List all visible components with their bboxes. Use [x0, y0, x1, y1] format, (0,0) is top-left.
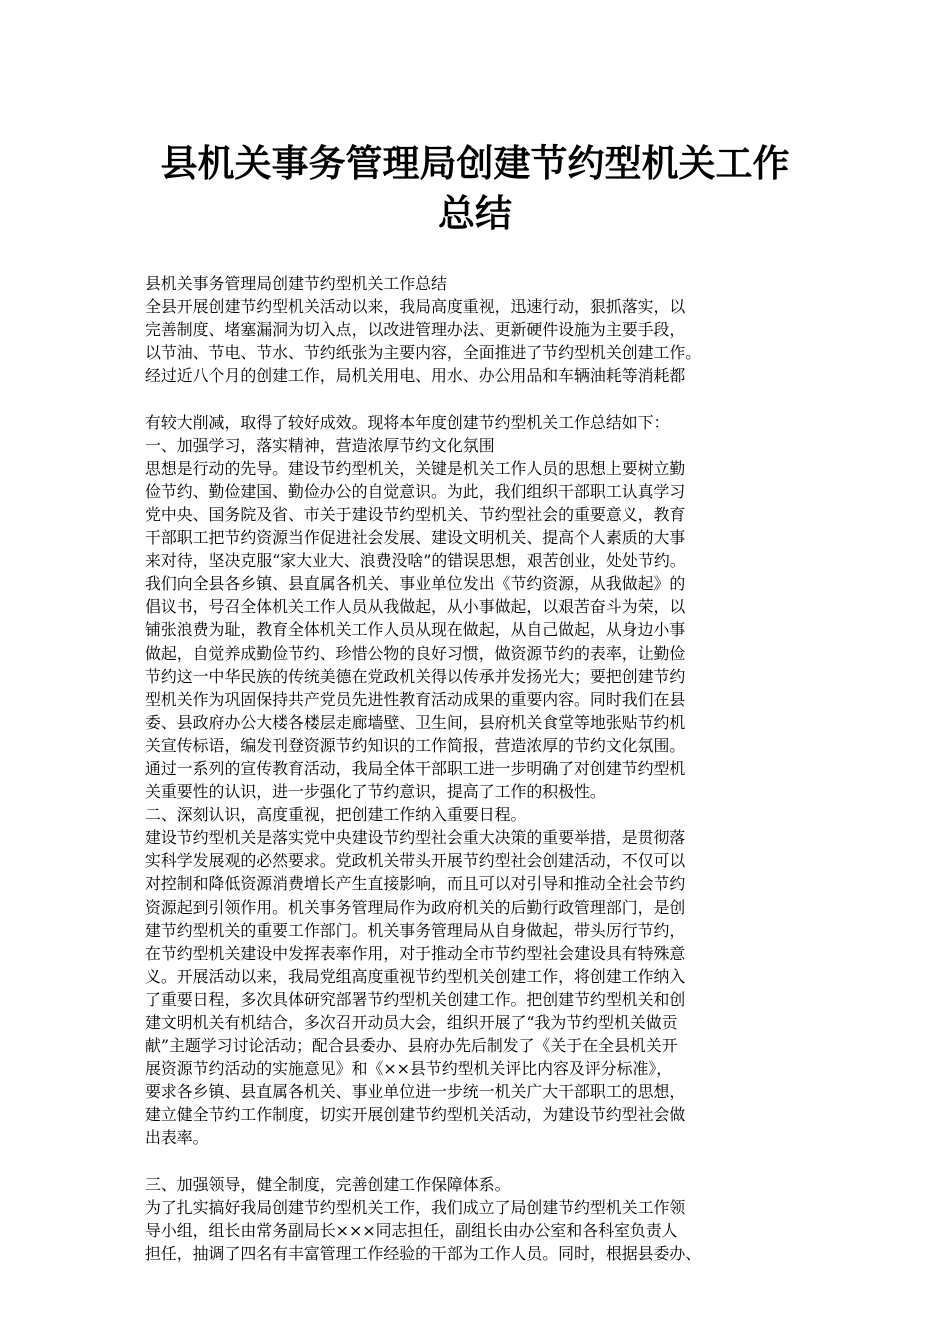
- text-line: 为了扎实搞好我局创建节约型机关工作，我们成立了局创建节约型机关工作领: [145, 1197, 686, 1217]
- text-line: 铺张浪费为耻，教育全体机关工作人员从现在做起，从自己做起，从身边小事: [145, 620, 686, 640]
- text-line: 实科学发展观的必然要求。党政机关带头开展节约型社会创建活动，不仅可以: [145, 851, 686, 871]
- blank-line: [145, 387, 805, 410]
- document-title-line-1: 县机关事务管理局创建节约型机关工作: [160, 141, 790, 185]
- text-line: 全县开展创建节约型机关活动以来，我局高度重视，迅速行动，狠抓落实，以: [145, 297, 686, 317]
- text-line: 关重要性的认识，进一步强化了节约意识，提高了工作的积极性。: [145, 782, 606, 802]
- text-line: 建设节约型机关是落实党中央建设节约型社会重大决策的重要举措，是贯彻落: [145, 828, 686, 848]
- text-line: 经过近八个月的创建工作，局机关用电、用水、办公用品和车辆油耗等消耗都: [145, 366, 686, 386]
- text-line: 担任，抽调了四名有丰富管理工作经验的干部为工作人员。同时，根据县委办、: [145, 1243, 702, 1263]
- text-line: 对控制和降低资源消费增长产生直接影响，而且可以对引导和推动全社会节约: [145, 874, 686, 894]
- blank-line: [145, 1150, 805, 1173]
- text-line: 通过一系列的宣传教育活动，我局全体干部职工进一步明确了对创建节约型机: [145, 758, 686, 778]
- text-line: 资源起到引领作用。机关事务管理局作为政府机关的后勤行政管理部门，是创: [145, 897, 686, 917]
- text-line: 建立健全节约工作制度，切实开展创建节约型机关活动，为建设节约型社会做: [145, 1105, 686, 1125]
- text-line: 一、加强学习，落实精神，营造浓厚节约文化氛围: [145, 435, 495, 455]
- text-line: 关宣传标语，编发刊登资源节约知识的工作简报，营造浓厚的节约文化氛围。: [145, 735, 686, 755]
- text-line: 俭节约、勤俭建国、勤俭办公的自觉意识。为此，我们组织干部职工认真学习: [145, 481, 686, 501]
- text-line: 型机关作为巩固保持共产党员先进性教育活动成果的重要内容。同时我们在县: [145, 689, 686, 709]
- text-line: 节约这一中华民族的传统美德在党政机关得以传承并发扬光大；要把创建节约: [145, 666, 686, 686]
- text-line: 义。开展活动以来，我局党组高度重视节约型机关创建工作，将创建工作纳入: [145, 966, 686, 986]
- text-line: 我们向全县各乡镇、县直属各机关、事业单位发出《节约资源，从我做起》的: [145, 574, 686, 594]
- document-title-line-2: 总结: [438, 191, 512, 235]
- text-line: 干部职工把节约资源当作促进社会发展、建设文明机关、提高个人素质的大事: [145, 528, 686, 548]
- text-line: 出表率。: [145, 1128, 209, 1148]
- text-line: 建文明机关有机结合，多次召开动员大会，组织开展了“我为节约型机关做贡: [145, 1013, 678, 1032]
- text-line: 要求各乡镇、县直属各机关、事业单位进一步统一机关广大干部职工的思想，: [145, 1082, 686, 1102]
- text-line: 建节约型机关的重要工作部门。机关事务管理局从自身做起，带头厉行节约，: [145, 920, 686, 940]
- text-line: 思想是行动的先导。建设节约型机关，关键是机关工作人员的思想上要树立勤: [145, 458, 686, 478]
- text-line: 导小组，组长由常务副局长×××同志担任，副组长由办公室和各科室负责人: [145, 1220, 678, 1240]
- document-body: [145, 272, 805, 1265]
- text-line: 倡议书，号召全体机关工作人员从我做起，从小事做起，以艰苦奋斗为荣，以: [145, 597, 686, 617]
- text-line: 以节油、节电、节水、节约纸张为主要内容，全面推进了节约型机关创建工作。: [145, 343, 702, 363]
- text-line: 完善制度、堵塞漏洞为切入点，以改进管理办法、更新硬件设施为主要手段，: [145, 320, 686, 340]
- text-line: 有较大削减，取得了较好成效。现将本年度创建节约型机关工作总结如下：: [145, 412, 670, 432]
- text-line: 三、加强领导，健全制度，完善创建工作保障体系。: [145, 1174, 511, 1194]
- text-line: 在节约型机关建设中发挥表率作用，对于推动全市节约型社会建设具有特殊意: [145, 943, 686, 963]
- text-line: 做起，自觉养成勤俭节约、珍惜公物的良好习惯，做资源节约的表率，让勤俭: [145, 643, 686, 663]
- text-line: 展资源节约活动的实施意见》和《××县节约型机关评比内容及评分标准》，: [145, 1059, 673, 1079]
- text-line: 党中央、国务院及省、市关于建设节约型机关、节约型社会的重要意义，教育: [145, 504, 686, 524]
- text-line: 委、县政府办公大楼各楼层走廊墙壁、卫生间，县府机关食堂等地张贴节约机: [145, 712, 686, 732]
- text-line: 县机关事务管理局创建节约型机关工作总结: [145, 274, 447, 293]
- text-line: 了重要日程，多次具体研究部署节约型机关创建工作。把创建节约型机关和创: [145, 989, 686, 1009]
- text-line: 献”主题学习讨论活动；配合县委办、县府办先后制发了《关于在全县机关开: [145, 1036, 678, 1056]
- document-title: [120, 138, 830, 238]
- text-line: 二、深刻认识，高度重视，把创建工作纳入重要日程。: [145, 805, 527, 825]
- text-line: 来对待，坚决克服“家大业大、浪费没啥”的错误思想，艰苦创业，处处节约。: [145, 551, 686, 571]
